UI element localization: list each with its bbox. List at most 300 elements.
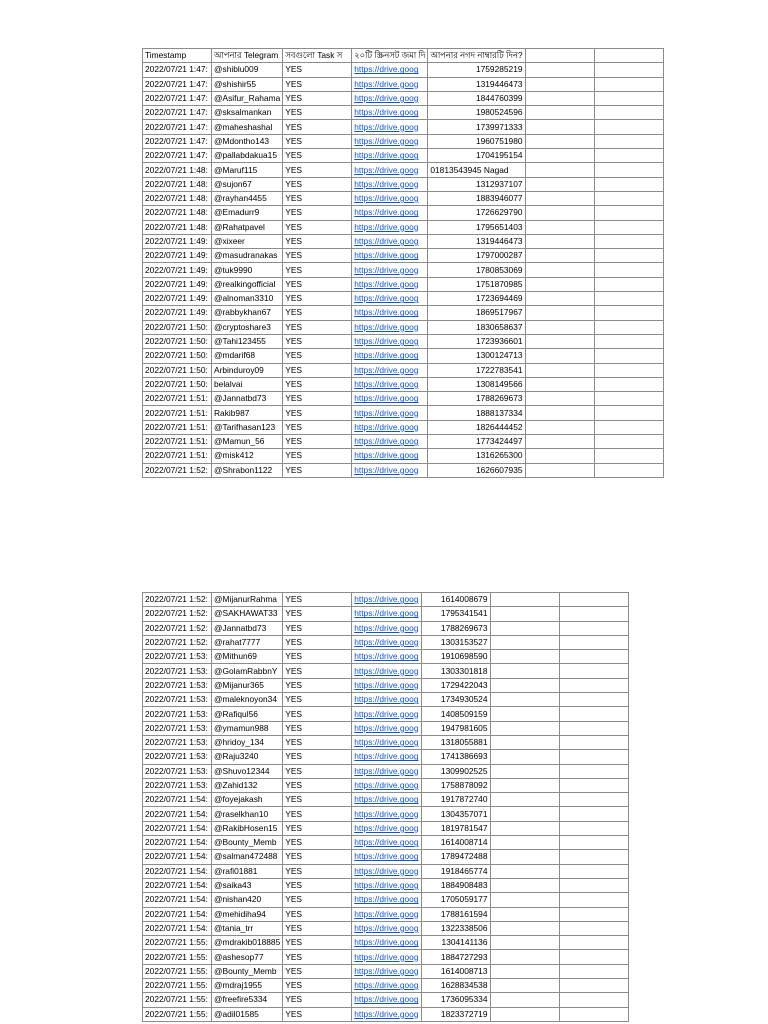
timestamp-cell: 2022/07/21 1:55:: [143, 979, 212, 993]
task-status-cell: YES: [283, 793, 352, 807]
timestamp-cell: 2022/07/21 1:49:: [143, 277, 212, 291]
telegram-cell: @pallabdakua15: [212, 149, 283, 163]
timestamp-cell: 2022/07/21 1:54:: [143, 864, 212, 878]
empty-cell: [559, 950, 628, 964]
telegram-cell: @Tarifhasan123: [212, 420, 283, 434]
screenshot-link-cell[interactable]: https://drive.goog: [352, 320, 428, 334]
nagad-number-cell: 1910698590: [421, 650, 490, 664]
task-status-cell: YES: [283, 349, 352, 363]
table-row: [143, 392, 664, 406]
screenshot-link-cell[interactable]: https://drive.goog: [352, 621, 421, 635]
nagad-number-cell: 1736095334: [421, 993, 490, 1007]
table-row: [143, 807, 629, 821]
table-row: [143, 406, 664, 420]
screenshot-link-cell[interactable]: https://drive.goog: [352, 220, 428, 234]
empty-cell: [490, 950, 559, 964]
table-row: [143, 106, 664, 120]
task-status-cell: YES: [283, 435, 352, 449]
telegram-cell: @rafi01881: [212, 864, 283, 878]
empty-cell: [594, 191, 663, 205]
empty-cell: [525, 334, 594, 348]
telegram-cell: @SAKHAWAT33: [212, 607, 283, 621]
telegram-cell: @Bounty_Memb: [212, 836, 283, 850]
nagad-number-cell: 1883946077: [428, 191, 525, 205]
timestamp-cell: 2022/07/21 1:53:: [143, 750, 212, 764]
timestamp-cell: 2022/07/21 1:54:: [143, 893, 212, 907]
empty-cell: [525, 177, 594, 191]
timestamp-cell: 2022/07/21 1:55:: [143, 964, 212, 978]
nagad-number-cell: 1751870985: [428, 277, 525, 291]
telegram-cell: @maleknoyon34: [212, 693, 283, 707]
timestamp-cell: 2022/07/21 1:52:: [143, 635, 212, 649]
nagad-number-cell: 1704195154: [428, 149, 525, 163]
screenshot-link-cell[interactable]: https://drive.goog: [352, 993, 421, 1007]
empty-cell: [525, 449, 594, 463]
timestamp-cell: 2022/07/21 1:47:: [143, 134, 212, 148]
table-row: [143, 134, 664, 148]
telegram-cell: @ashesop77: [212, 950, 283, 964]
task-status-cell: YES: [283, 807, 352, 821]
telegram-cell: @misk412: [212, 449, 283, 463]
nagad-number-cell: 1614008713: [421, 964, 490, 978]
table-row: [143, 77, 664, 91]
screenshot-link-cell[interactable]: https://drive.goog: [352, 979, 421, 993]
empty-cell: [525, 249, 594, 263]
task-status-cell: YES: [283, 664, 352, 678]
empty-cell: [490, 864, 559, 878]
timestamp-cell: 2022/07/21 1:52:: [143, 593, 212, 607]
table-row: [143, 149, 664, 163]
empty-cell: [559, 707, 628, 721]
table-row: [143, 921, 629, 935]
task-status-cell: YES: [283, 106, 352, 120]
empty-cell: [594, 149, 663, 163]
task-status-cell: YES: [283, 463, 352, 477]
empty-cell: [594, 134, 663, 148]
empty-cell: [559, 664, 628, 678]
column-header: [594, 49, 663, 63]
empty-cell: [490, 621, 559, 635]
timestamp-cell: 2022/07/21 1:55:: [143, 1007, 212, 1021]
task-status-cell: YES: [283, 120, 352, 134]
task-status-cell: YES: [283, 621, 352, 635]
empty-cell: [490, 878, 559, 892]
task-status-cell: YES: [283, 635, 352, 649]
empty-cell: [594, 249, 663, 263]
table-row: [143, 950, 629, 964]
empty-cell: [490, 964, 559, 978]
timestamp-cell: 2022/07/21 1:50:: [143, 349, 212, 363]
screenshot-link-cell[interactable]: https://drive.goog: [352, 607, 421, 621]
screenshot-link-cell[interactable]: https://drive.goog: [352, 449, 428, 463]
empty-cell: [594, 63, 663, 77]
task-status-cell: YES: [283, 406, 352, 420]
screenshot-link-cell[interactable]: https://drive.goog: [352, 1007, 421, 1021]
timestamp-cell: 2022/07/21 1:49:: [143, 306, 212, 320]
empty-cell: [559, 907, 628, 921]
nagad-number-cell: 1830658637: [428, 320, 525, 334]
screenshot-link-cell[interactable]: https://drive.goog: [352, 463, 428, 477]
screenshot-link-cell[interactable]: https://drive.goog: [352, 420, 428, 434]
nagad-number-cell: 1773424497: [428, 435, 525, 449]
telegram-cell: @Mamun_56: [212, 435, 283, 449]
screenshot-link-cell[interactable]: https://drive.goog: [352, 678, 421, 692]
timestamp-cell: 2022/07/21 1:50:: [143, 320, 212, 334]
screenshot-link-cell[interactable]: https://drive.goog: [352, 721, 421, 735]
empty-cell: [525, 320, 594, 334]
telegram-cell: @rabbykhan67: [212, 306, 283, 320]
empty-cell: [594, 449, 663, 463]
screenshot-link-cell[interactable]: https://drive.goog: [352, 249, 428, 263]
empty-cell: [559, 678, 628, 692]
nagad-number-cell: 1303153527: [421, 635, 490, 649]
table-row: [143, 650, 629, 664]
telegram-cell: @shishir55: [212, 77, 283, 91]
empty-cell: [594, 77, 663, 91]
column-header: আপনার নগদ নাম্বারটি দিন?: [428, 49, 525, 63]
empty-cell: [559, 607, 628, 621]
empty-cell: [594, 263, 663, 277]
empty-cell: [559, 979, 628, 993]
table-row: [143, 277, 664, 291]
screenshot-link-cell[interactable]: https://drive.goog: [352, 635, 421, 649]
timestamp-cell: 2022/07/21 1:48:: [143, 206, 212, 220]
screenshot-link-cell[interactable]: https://drive.goog: [352, 277, 428, 291]
empty-cell: [525, 392, 594, 406]
screenshot-link-cell[interactable]: https://drive.goog: [352, 63, 428, 77]
nagad-number-cell: 1741386693: [421, 750, 490, 764]
task-status-cell: YES: [283, 964, 352, 978]
empty-cell: [594, 334, 663, 348]
nagad-number-cell: 1734930524: [421, 693, 490, 707]
timestamp-cell: 2022/07/21 1:49:: [143, 234, 212, 248]
empty-cell: [559, 1007, 628, 1021]
empty-cell: [525, 220, 594, 234]
screenshot-link-cell[interactable]: https://drive.goog: [352, 334, 428, 348]
task-status-cell: YES: [283, 449, 352, 463]
table-row: [143, 263, 664, 277]
nagad-number-cell: 1723694469: [428, 292, 525, 306]
telegram-cell: @Jannatbd73: [212, 392, 283, 406]
column-header: Timestamp: [143, 49, 212, 63]
screenshot-link-cell[interactable]: https://drive.goog: [352, 406, 428, 420]
empty-cell: [490, 707, 559, 721]
task-status-cell: YES: [283, 750, 352, 764]
task-status-cell: YES: [283, 721, 352, 735]
empty-cell: [525, 91, 594, 105]
column-header: [525, 49, 594, 63]
telegram-cell: @RakibHosen15: [212, 821, 283, 835]
empty-cell: [594, 206, 663, 220]
screenshot-link-cell[interactable]: https://drive.goog: [352, 821, 421, 835]
empty-cell: [525, 420, 594, 434]
empty-cell: [525, 263, 594, 277]
empty-cell: [594, 377, 663, 391]
screenshot-link-cell[interactable]: https://drive.goog: [352, 921, 421, 935]
nagad-number-cell: 1788161594: [421, 907, 490, 921]
screenshot-link-cell[interactable]: https://drive.goog: [352, 793, 421, 807]
nagad-number-cell: 1844760399: [428, 91, 525, 105]
task-status-cell: YES: [283, 878, 352, 892]
nagad-number-cell: 1884908483: [421, 878, 490, 892]
task-status-cell: YES: [283, 77, 352, 91]
table-row: [143, 793, 629, 807]
screenshot-link-cell[interactable]: https://drive.goog: [352, 693, 421, 707]
task-status-cell: YES: [283, 993, 352, 1007]
table-row: [143, 320, 664, 334]
task-status-cell: YES: [283, 864, 352, 878]
nagad-number-cell: 1788269673: [421, 621, 490, 635]
sheet-table-top: [142, 48, 664, 478]
screenshot-link-cell[interactable]: https://drive.goog: [352, 435, 428, 449]
screenshot-link-cell[interactable]: https://drive.goog: [352, 163, 428, 177]
nagad-number-cell: 1917872740: [421, 793, 490, 807]
nagad-number-cell: 1614008679: [421, 593, 490, 607]
telegram-cell: @alnoman3310: [212, 292, 283, 306]
task-status-cell: YES: [283, 263, 352, 277]
telegram-cell: belalvai: [212, 377, 283, 391]
empty-cell: [525, 77, 594, 91]
table-row: [143, 993, 629, 1007]
telegram-cell: @Shrabon1122: [212, 463, 283, 477]
telegram-cell: @rayhan4455: [212, 191, 283, 205]
empty-cell: [594, 120, 663, 134]
telegram-cell: @freefire5334: [212, 993, 283, 1007]
telegram-cell: @Asifur_Rahama: [212, 91, 283, 105]
telegram-cell: @cryptoshare3: [212, 320, 283, 334]
timestamp-cell: 2022/07/21 1:54:: [143, 821, 212, 835]
empty-cell: [559, 793, 628, 807]
screenshot-link-cell[interactable]: https://drive.goog: [352, 349, 428, 363]
empty-cell: [490, 735, 559, 749]
task-status-cell: YES: [283, 821, 352, 835]
screenshot-link-cell[interactable]: https://drive.goog: [352, 864, 421, 878]
table-row: [143, 836, 629, 850]
screenshot-link-cell[interactable]: https://drive.goog: [352, 91, 428, 105]
nagad-number-cell: 1788269673: [428, 392, 525, 406]
table-row: [143, 721, 629, 735]
nagad-number-cell: 1722783541: [428, 363, 525, 377]
empty-cell: [559, 807, 628, 821]
task-status-cell: YES: [283, 63, 352, 77]
empty-cell: [594, 91, 663, 105]
table-row: [143, 1007, 629, 1021]
empty-cell: [594, 406, 663, 420]
empty-cell: [490, 807, 559, 821]
timestamp-cell: 2022/07/21 1:55:: [143, 936, 212, 950]
nagad-number-cell: 1705059177: [421, 893, 490, 907]
screenshot-link-cell[interactable]: https://drive.goog: [352, 392, 428, 406]
telegram-cell: @nishan420: [212, 893, 283, 907]
screenshot-link-cell[interactable]: https://drive.goog: [352, 950, 421, 964]
timestamp-cell: 2022/07/21 1:54:: [143, 878, 212, 892]
empty-cell: [594, 320, 663, 334]
task-status-cell: YES: [283, 1007, 352, 1021]
screenshot-link-cell[interactable]: https://drive.goog: [352, 907, 421, 921]
table-row: [143, 778, 629, 792]
nagad-number-cell: 1726629790: [428, 206, 525, 220]
telegram-cell: @Rahatpavel: [212, 220, 283, 234]
screenshot-link-cell[interactable]: https://drive.goog: [352, 836, 421, 850]
screenshot-link-cell[interactable]: https://drive.goog: [352, 377, 428, 391]
screenshot-link-cell[interactable]: https://drive.goog: [352, 893, 421, 907]
empty-cell: [559, 635, 628, 649]
screenshot-link-cell[interactable]: https://drive.goog: [352, 650, 421, 664]
telegram-cell: @salman472488: [212, 850, 283, 864]
table-row: [143, 678, 629, 692]
screenshot-link-cell[interactable]: https://drive.goog: [352, 807, 421, 821]
timestamp-cell: 2022/07/21 1:53:: [143, 764, 212, 778]
empty-cell: [525, 191, 594, 205]
nagad-number-cell: 01813543945 Nagad: [428, 163, 525, 177]
timestamp-cell: 2022/07/21 1:53:: [143, 678, 212, 692]
empty-cell: [490, 921, 559, 935]
table-row: [143, 120, 664, 134]
empty-cell: [490, 750, 559, 764]
screenshot-link-cell[interactable]: https://drive.goog: [352, 735, 421, 749]
screenshot-link-cell[interactable]: https://drive.goog: [352, 764, 421, 778]
screenshot-link-cell[interactable]: https://drive.goog: [352, 292, 428, 306]
nagad-number-cell: 1797000287: [428, 249, 525, 263]
screenshot-link-cell[interactable]: https://drive.goog: [352, 964, 421, 978]
timestamp-cell: 2022/07/21 1:49:: [143, 263, 212, 277]
screenshot-link-cell[interactable]: https://drive.goog: [352, 234, 428, 248]
empty-cell: [525, 163, 594, 177]
empty-cell: [525, 234, 594, 248]
task-status-cell: YES: [283, 134, 352, 148]
screenshot-link-cell[interactable]: https://drive.goog: [352, 778, 421, 792]
empty-cell: [525, 149, 594, 163]
nagad-number-cell: 1308149566: [428, 377, 525, 391]
telegram-cell: @mehidiha94: [212, 907, 283, 921]
timestamp-cell: 2022/07/21 1:54:: [143, 907, 212, 921]
task-status-cell: YES: [283, 191, 352, 205]
empty-cell: [525, 206, 594, 220]
empty-cell: [559, 993, 628, 1007]
telegram-cell: @sksalmankan: [212, 106, 283, 120]
table-row: [143, 377, 664, 391]
task-status-cell: YES: [283, 593, 352, 607]
empty-cell: [525, 106, 594, 120]
task-status-cell: YES: [283, 163, 352, 177]
empty-cell: [490, 721, 559, 735]
telegram-cell: @Maruf115: [212, 163, 283, 177]
table-row: [143, 635, 629, 649]
table-row: [143, 91, 664, 105]
table-row: [143, 220, 664, 234]
empty-cell: [525, 435, 594, 449]
nagad-number-cell: 1869517967: [428, 306, 525, 320]
screenshot-link-cell[interactable]: https://drive.goog: [352, 177, 428, 191]
nagad-number-cell: 1795651403: [428, 220, 525, 234]
screenshot-link-cell[interactable]: https://drive.goog: [352, 306, 428, 320]
telegram-cell: @hridoy_134: [212, 735, 283, 749]
task-status-cell: YES: [283, 836, 352, 850]
screenshot-link-cell[interactable]: https://drive.goog: [352, 664, 421, 678]
task-status-cell: YES: [283, 334, 352, 348]
telegram-cell: @adil01585: [212, 1007, 283, 1021]
empty-cell: [594, 306, 663, 320]
sheet-table-bottom: [142, 592, 629, 1022]
telegram-cell: @saika43: [212, 878, 283, 892]
telegram-cell: @sujon67: [212, 177, 283, 191]
task-status-cell: YES: [283, 206, 352, 220]
table-row: [143, 334, 664, 348]
screenshot-link-cell[interactable]: https://drive.goog: [352, 850, 421, 864]
nagad-number-cell: 1318055881: [421, 735, 490, 749]
empty-cell: [490, 936, 559, 950]
task-status-cell: YES: [283, 893, 352, 907]
table-row: [143, 664, 629, 678]
screenshot-link-cell[interactable]: https://drive.goog: [352, 149, 428, 163]
nagad-number-cell: 1823372719: [421, 1007, 490, 1021]
screenshot-link-cell[interactable]: https://drive.goog: [352, 263, 428, 277]
screenshot-link-cell[interactable]: https://drive.goog: [352, 707, 421, 721]
timestamp-cell: 2022/07/21 1:51:: [143, 392, 212, 406]
screenshot-link-cell[interactable]: https://drive.goog: [352, 77, 428, 91]
table-row: [143, 163, 664, 177]
screenshot-link-cell[interactable]: https://drive.goog: [352, 206, 428, 220]
task-status-cell: YES: [283, 420, 352, 434]
task-status-cell: YES: [283, 91, 352, 105]
timestamp-cell: 2022/07/21 1:53:: [143, 778, 212, 792]
telegram-cell: @Bounty_Memb: [212, 964, 283, 978]
empty-cell: [490, 1007, 559, 1021]
table-row: [143, 936, 629, 950]
telegram-cell: @tania_trr: [212, 921, 283, 935]
screenshot-link-cell[interactable]: https://drive.goog: [352, 878, 421, 892]
screenshot-link-cell[interactable]: https://drive.goog: [352, 936, 421, 950]
screenshot-link-cell[interactable]: https://drive.goog: [352, 191, 428, 205]
task-status-cell: YES: [283, 950, 352, 964]
telegram-cell: @realkingofficial: [212, 277, 283, 291]
header-row: [143, 49, 664, 63]
task-status-cell: YES: [283, 678, 352, 692]
nagad-number-cell: 1729422043: [421, 678, 490, 692]
empty-cell: [594, 349, 663, 363]
screenshot-link-cell[interactable]: https://drive.goog: [352, 120, 428, 134]
nagad-number-cell: 1947981605: [421, 721, 490, 735]
empty-cell: [525, 377, 594, 391]
table-row: [143, 693, 629, 707]
empty-cell: [490, 778, 559, 792]
nagad-number-cell: 1408509159: [421, 707, 490, 721]
empty-cell: [490, 678, 559, 692]
nagad-number-cell: 1628834538: [421, 979, 490, 993]
empty-cell: [559, 836, 628, 850]
telegram-cell: @Mijanur365: [212, 678, 283, 692]
column-header: সবগুলো Task স: [283, 49, 352, 63]
timestamp-cell: 2022/07/21 1:53:: [143, 650, 212, 664]
telegram-cell: @MijanurRahma: [212, 593, 283, 607]
timestamp-cell: 2022/07/21 1:55:: [143, 950, 212, 964]
screenshot-link-cell[interactable]: https://drive.goog: [352, 106, 428, 120]
screenshot-link-cell[interactable]: https://drive.goog: [352, 750, 421, 764]
timestamp-cell: 2022/07/21 1:49:: [143, 292, 212, 306]
screenshot-link-cell[interactable]: https://drive.goog: [352, 134, 428, 148]
screenshot-link-cell[interactable]: https://drive.goog: [352, 363, 428, 377]
telegram-cell: @tuk9990: [212, 263, 283, 277]
nagad-number-cell: 1304357071: [421, 807, 490, 821]
table-row: [143, 363, 664, 377]
screenshot-link-cell[interactable]: https://drive.goog: [352, 593, 421, 607]
empty-cell: [594, 292, 663, 306]
task-status-cell: YES: [283, 921, 352, 935]
task-status-cell: YES: [283, 177, 352, 191]
nagad-number-cell: 1795341541: [421, 607, 490, 621]
table-row: [143, 764, 629, 778]
empty-cell: [594, 163, 663, 177]
